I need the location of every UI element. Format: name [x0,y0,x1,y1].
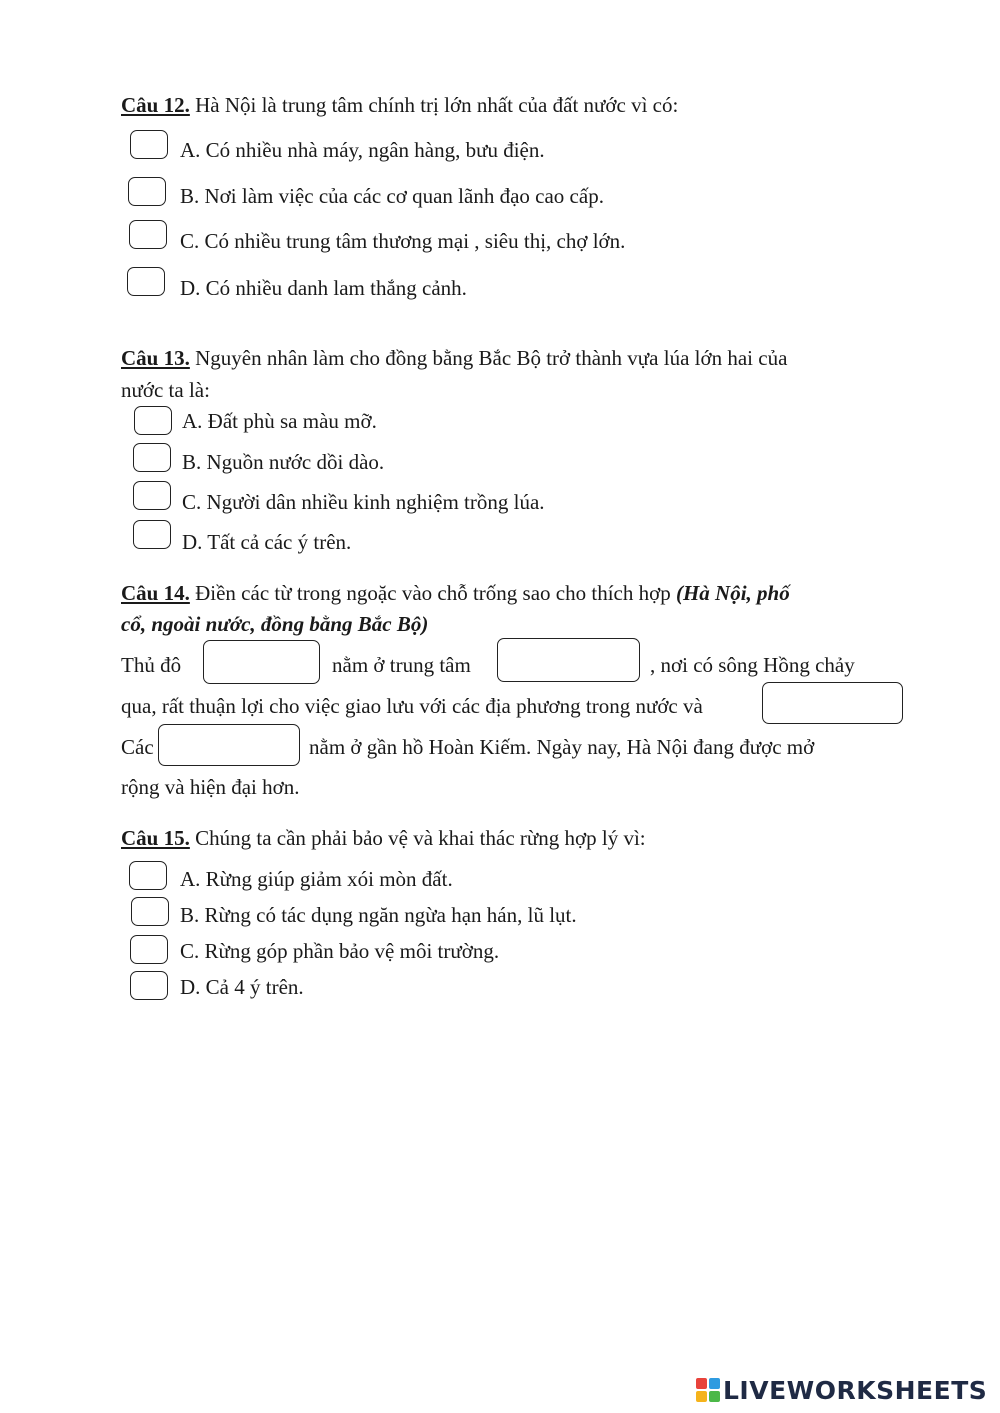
q12-option-c-checkbox[interactable] [129,220,167,249]
q13-option-a-checkbox[interactable] [134,406,172,435]
q13-option-b-checkbox[interactable] [133,443,171,472]
q15-option-d-checkbox[interactable] [130,971,168,1000]
q15-label: Câu 15. [121,826,190,850]
q13-label: Câu 13. [121,346,190,370]
q12-text: Hà Nội là trung tâm chính trị lớn nhất của đất nước vì có: [189,93,679,117]
q13-text: Nguyên nhân làm cho đồng bằng Bắc Bộ trở thành vựa lúa lớn hai của [189,346,788,370]
logo-square-yellow [696,1391,707,1402]
q14-hint-line1: (Hà Nội, phố [675,581,790,605]
q14-passage-5: Các [121,735,154,759]
q12-option-d: D. Có nhiều danh lam thắng cảnh. [180,276,467,300]
q15-text: Chúng ta cần phải bảo vệ và khai thác rừng hợp lý vì: [189,826,646,850]
q14-blank-3[interactable] [762,682,903,724]
q14-passage-4: qua, rất thuận lợi cho việc giao lưu với các địa phương trong nước và [121,694,703,718]
logo-square-blue [709,1378,720,1389]
q15-option-d: D. Cả 4 ý trên. [180,975,304,999]
q15-option-a-checkbox[interactable] [129,861,167,890]
q12-option-a-checkbox[interactable] [130,130,168,159]
q12-option-c: C. Có nhiều trung tâm thương mại , siêu thị, chợ lớn. [180,229,626,253]
q12-option-b-checkbox[interactable] [128,177,166,206]
q14-blank-4[interactable] [158,724,300,766]
q13-question [121,345,787,371]
q12-label: Câu 12. [121,93,190,117]
q13-option-d-checkbox[interactable] [133,520,171,549]
q14-blank-1[interactable] [203,640,320,684]
q15-option-c: C. Rừng góp phần bảo vệ môi trường. [180,939,500,963]
logo-square-red [696,1378,707,1389]
q14-blank-2[interactable] [497,638,640,682]
q12-option-b: B. Nơi làm việc của các cơ quan lãnh đạo cao cấp. [180,184,604,208]
q14-passage-6: nằm ở gần hồ Hoàn Kiếm. Ngày nay, Hà Nội đang được mở [309,735,815,759]
q13-option-b: B. Nguồn nước dồi dào. [182,450,385,474]
q14-question [121,580,790,606]
q13-option-a: A. Đất phù sa màu mỡ. [182,409,377,433]
liveworksheets-logo[interactable] [696,1374,987,1406]
liveworksheets-brand-text: LIVEWORKSHEETS [723,1375,988,1405]
q12-option-a: A. Có nhiều nhà máy, ngân hàng, bưu điện. [180,138,545,162]
q15-question [121,825,646,851]
q14-passage-2: nằm ở trung tâm [332,653,471,677]
q15-option-b-checkbox[interactable] [131,897,169,926]
q12-option-d-checkbox[interactable] [127,267,165,296]
q15-option-b: B. Rừng có tác dụng ngăn ngừa hạn hán, lũ lụt. [180,903,577,927]
q14-passage-7: rộng và hiện đại hơn. [121,775,300,799]
q13-option-c-checkbox[interactable] [133,481,171,510]
q13-option-c: C. Người dân nhiều kinh nghiệm trồng lúa. [182,490,545,514]
q13-text-line2: nước ta là: [121,378,210,402]
q14-passage-3: , nơi có sông Hồng chảy [650,653,855,677]
q13-option-d: D. Tất cả các ý trên. [182,530,352,554]
logo-square-green [709,1391,720,1402]
q14-passage-1: Thủ đô [121,653,182,677]
q14-text: Điền các từ trong ngoặc vào chỗ trống sao cho thích hợp [189,581,676,605]
q15-option-a: A. Rừng giúp giảm xói mòn đất. [180,867,453,891]
q14-label: Câu 14. [121,581,190,605]
liveworksheets-logo-icon [696,1378,720,1402]
q14-hint-line2: cổ, ngoài nước, đồng bằng Bắc Bộ) [121,612,429,636]
q12-question [121,92,678,118]
q15-option-c-checkbox[interactable] [130,935,168,964]
